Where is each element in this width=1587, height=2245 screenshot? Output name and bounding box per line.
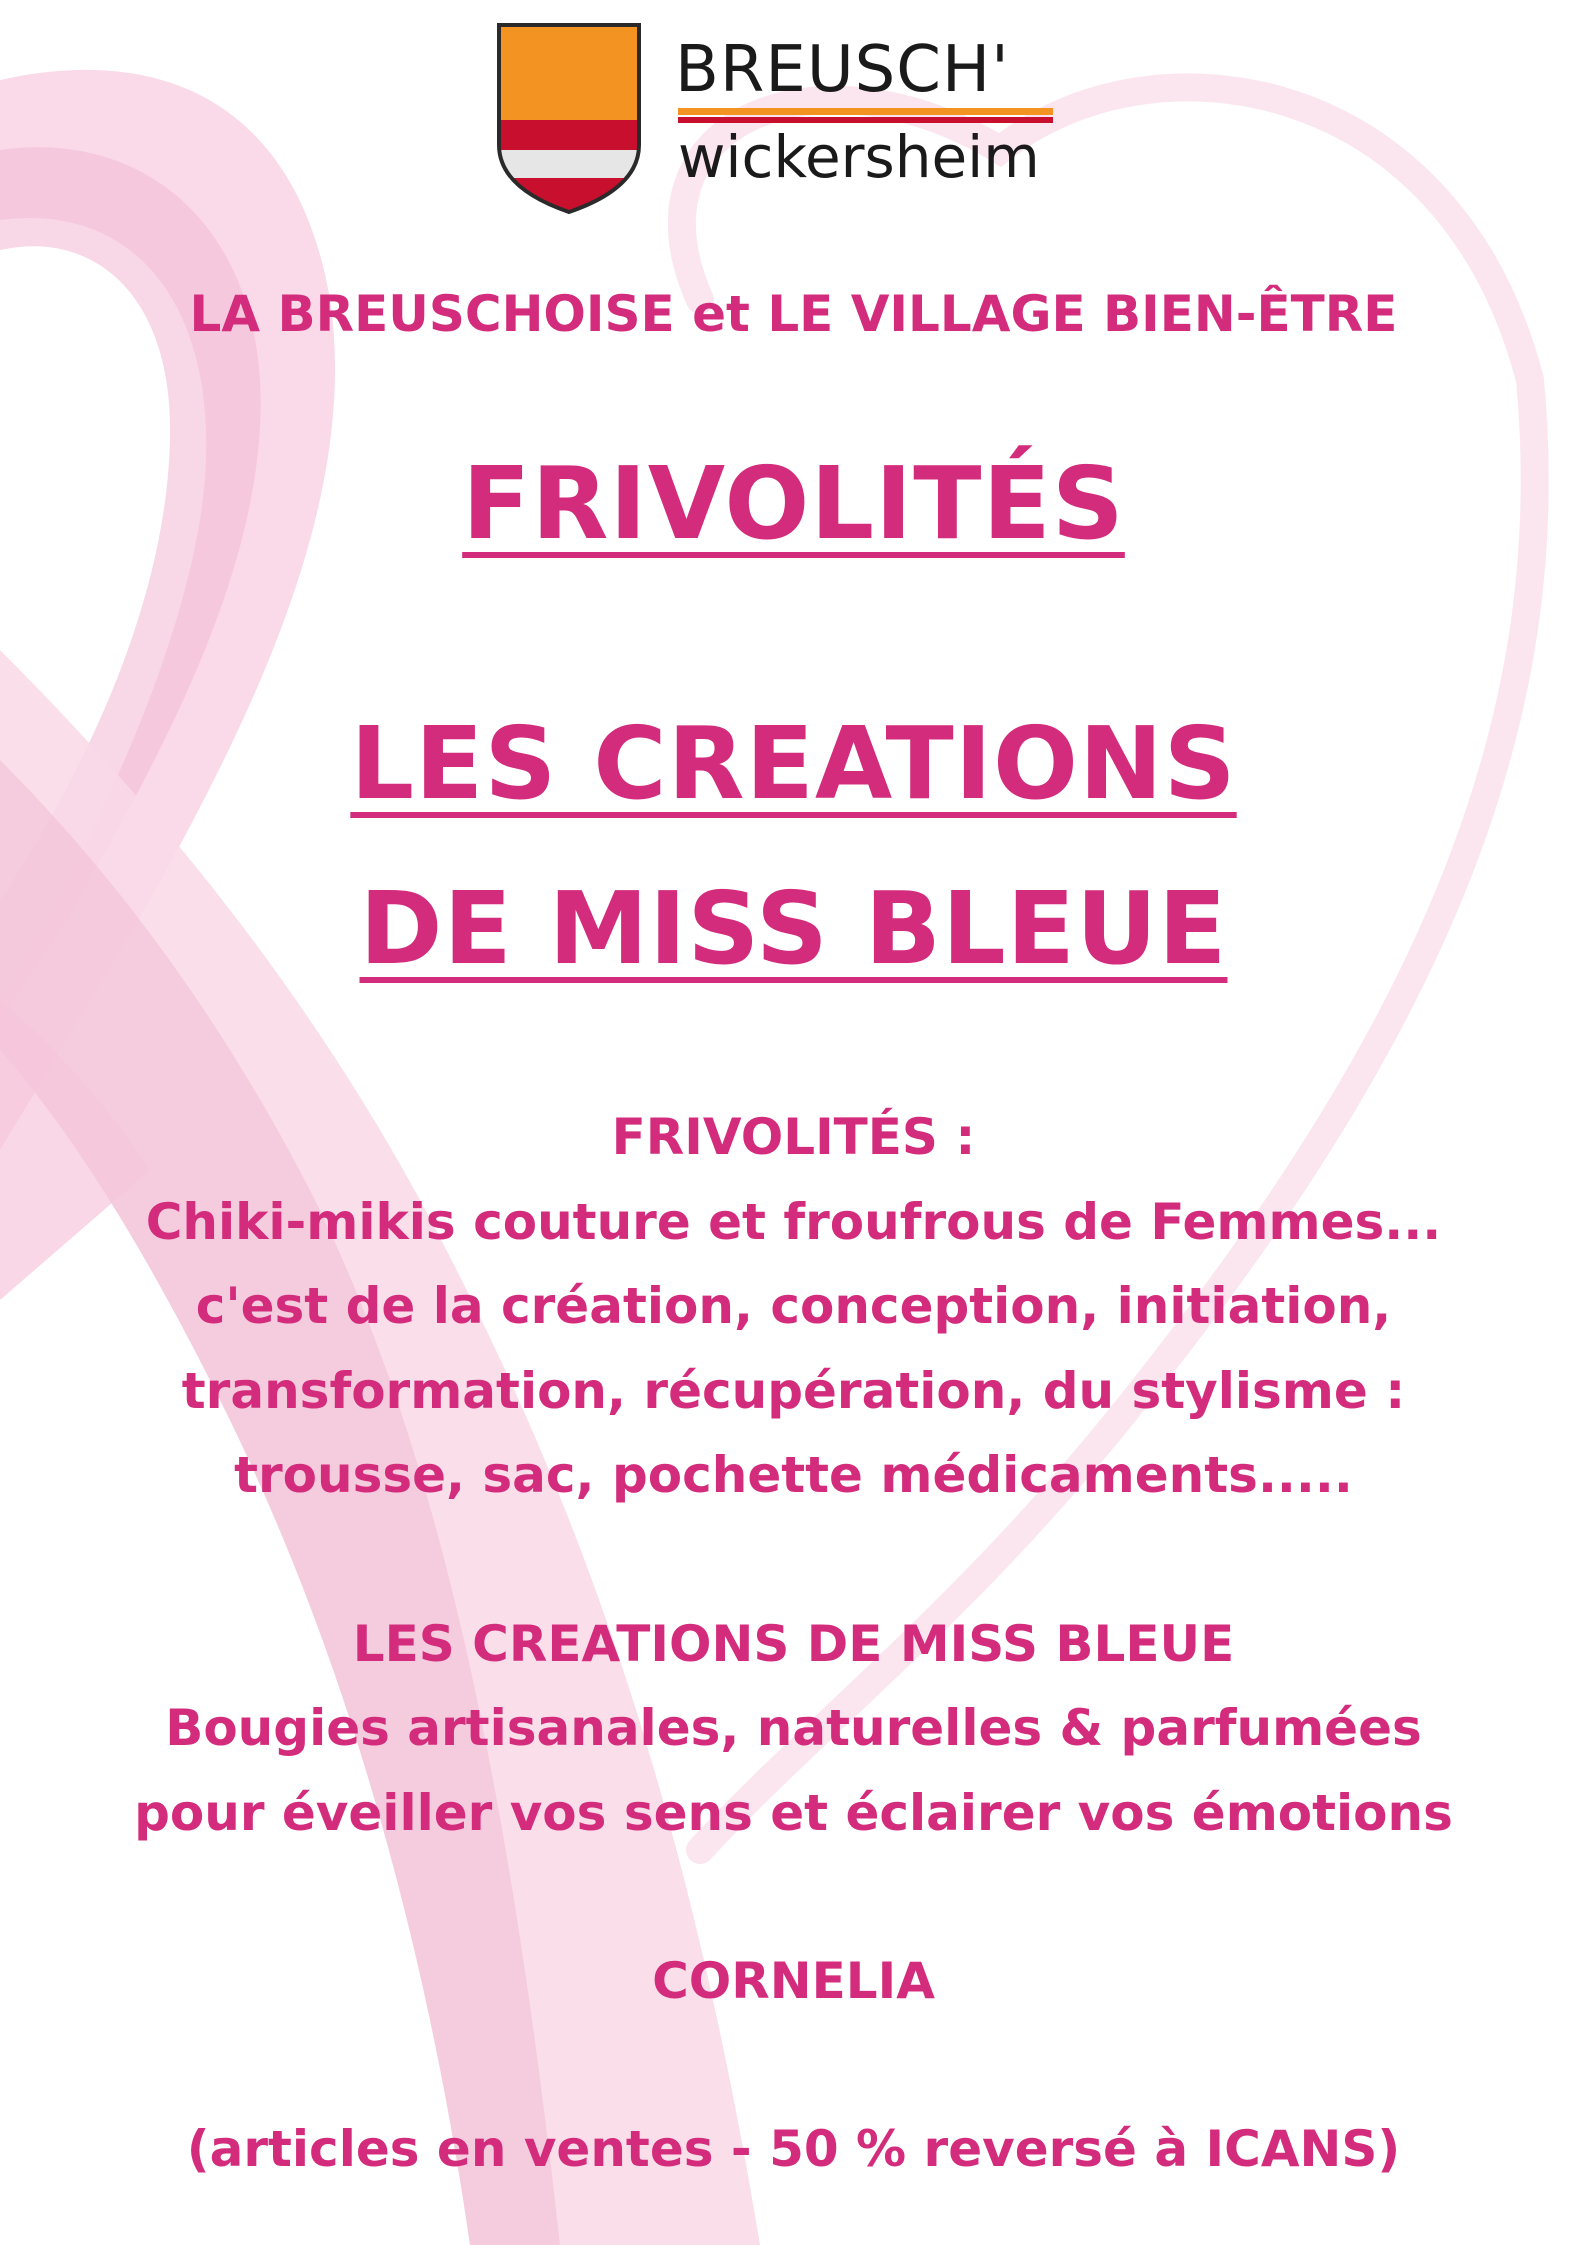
- section1-heading: FRIVOLITÉS :: [611, 1108, 976, 1166]
- section2-line: pour éveiller vos sens et éclairer vos émotions: [134, 1784, 1453, 1842]
- section1-line: transformation, récupération, du stylisme :: [181, 1362, 1406, 1420]
- logo-subname: wickersheim: [678, 123, 1040, 191]
- title-frivolites: FRIVOLITÉS: [462, 445, 1125, 562]
- creator-name: CORNELIA: [652, 1952, 935, 2010]
- organizers: LA BREUSCHOISE et LE VILLAGE BIEN-ÊTRE: [189, 285, 1398, 343]
- title-creations-line2: DE MISS BLEUE: [359, 870, 1228, 987]
- logo-orange-bar: [678, 108, 1053, 115]
- title-creations-line1: LES CREATIONS: [350, 705, 1237, 822]
- section1-line: Chiki-mikis couture et froufrous de Femmes...: [145, 1193, 1442, 1251]
- section2-heading: LES CREATIONS DE MISS BLEUE: [352, 1615, 1235, 1673]
- section2-line: Bougies artisanales, naturelles & parfumées: [165, 1699, 1422, 1757]
- section1-line: c'est de la création, conception, initiation,: [195, 1277, 1392, 1335]
- sales-note: (articles en ventes - 50 % reversé à ICANS): [186, 2120, 1401, 2178]
- logo-name: BREUSCH': [675, 33, 1010, 107]
- section1-line: trousse, sac, pochette médicaments.....: [234, 1446, 1353, 1504]
- shield-icon: [494, 20, 644, 215]
